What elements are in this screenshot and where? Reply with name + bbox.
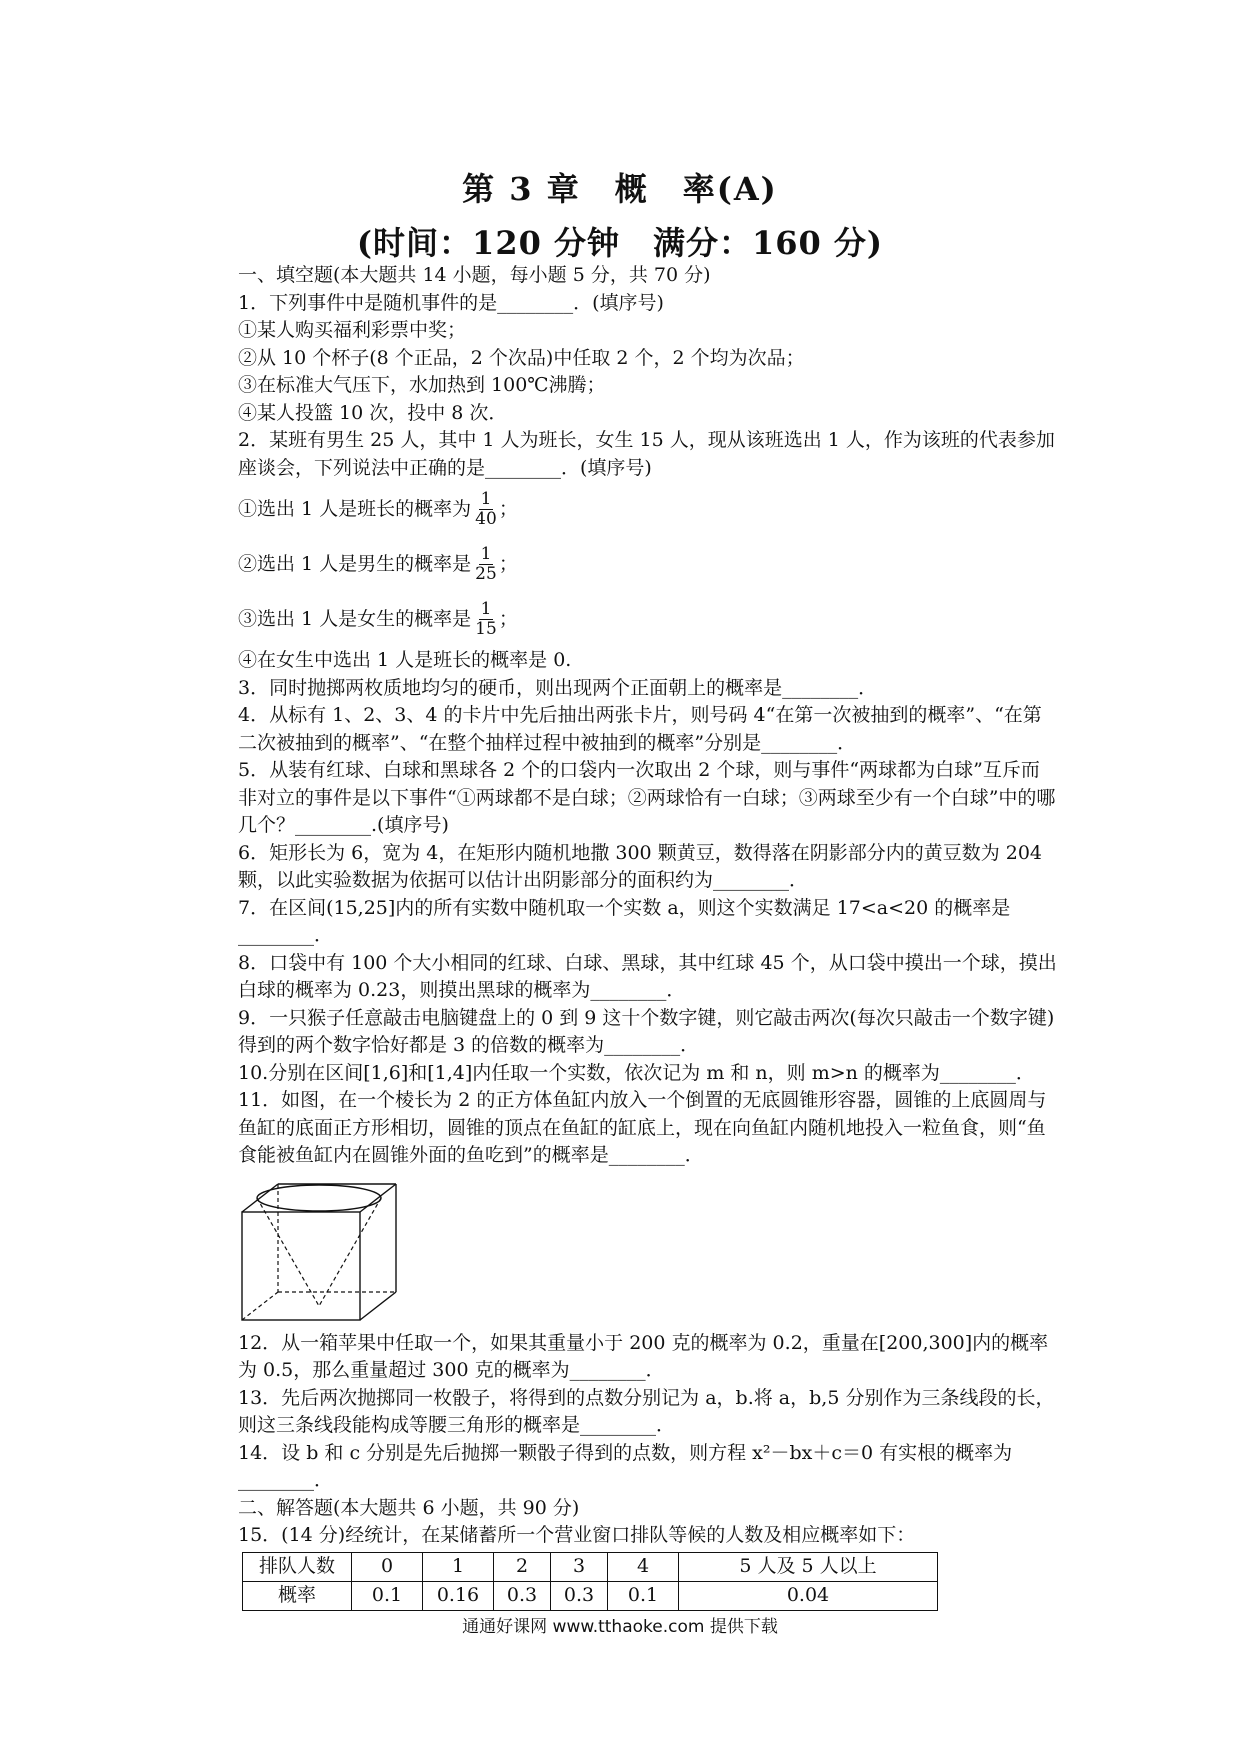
table-cell: 0.3 (551, 1581, 608, 1610)
q10: 10.分别在区间[1,6]和[1,4]内任取一个实数，依次记为 m 和 n，则 m>n 的概率为________． (238, 1061, 1035, 1084)
cone-generator (257, 1198, 319, 1306)
q2-option-1 (238, 482, 1058, 537)
table-cell: 0.1 (608, 1581, 679, 1610)
q1-option-2: ②从 10 个杯子(8 个正品，2 个次品)中任取 2 个，2 个均为次品； (238, 346, 805, 369)
q2-option-3-text: ③选出 1 人是女生的概率是 (238, 607, 472, 630)
cube-hidden-edge (242, 1292, 278, 1320)
q9: 9．一只猴子任意敲击电脑键盘上的 0 到 9 这十个数字键，则它敲击两次(每次只敲击一个数字键)得到的两个数字恰好都是 3 的倍数的概率为________． (238, 1006, 1055, 1056)
q2-option-2-text: ②选出 1 人是男生的概率是 (238, 552, 472, 575)
q8: 8．口袋中有 100 个大小相同的红球、白球、黑球，其中红球 45 个，从口袋中摸出一个球，摸出白球的概率为 0.23，则摸出黑球的概率为________． (238, 951, 1057, 1001)
table-cell: 4 (608, 1552, 679, 1581)
cube-cone-diagram (238, 1176, 438, 1326)
q5: 5．从装有红球、白球和黑球各 2 个的口袋内一次取出 2 个球，则与事件“两球都为白球”互斥而非对立的事件是以下事件“①两球都不是白球；②两球恰有一白球；③两球至少有一个白球”中的哪几个？________.(填序号) (238, 759, 1056, 836)
fraction-denominator: 25 (475, 564, 497, 584)
table-cell: 概率 (243, 1581, 352, 1610)
fraction-numerator: 1 (480, 489, 492, 509)
semicolon: ； (498, 497, 518, 520)
q11: 11．如图，在一个棱长为 2 的正方体鱼缸内放入一个倒置的无底圆锥形容器，圆锥的上底圆周与鱼缸的底面正方形相切，圆锥的顶点在鱼缸的缸底上，现在向鱼缸内随机地投入一粒鱼食，则“鱼食能被鱼缸内在圆锥外面的鱼吃到”的概率是________． (238, 1089, 1047, 1166)
cube-edge (360, 1292, 396, 1320)
q2-option-4: ④在女生中选出 1 人是班长的概率是 0. (238, 649, 572, 671)
table-cell: 0.16 (423, 1581, 494, 1610)
fraction-denominator: 15 (475, 619, 497, 639)
section1-heading: 一、填空题(本大题共 14 小题，每小题 5 分，共 70 分) (238, 264, 711, 286)
fraction (473, 545, 499, 584)
page-subtitle: (时间：120 分钟 满分：160 分) (356, 224, 884, 262)
cube-edge (360, 1184, 396, 1212)
section2-heading: 二、解答题(本大题共 6 小题，共 90 分) (238, 1496, 580, 1519)
q12: 12．从一箱苹果中任取一个，如果其重量小于 200 克的概率为 0.2，重量在[200,300]内的概率为 0.5，那么重量超过 300 克的概率为________． (238, 1331, 1049, 1381)
fraction-denominator: 40 (475, 509, 497, 529)
page-title: 第 3 章 概 率(A) (462, 170, 778, 208)
q1-option-3: ③在标准大气压下，水加热到 100℃沸腾； (238, 374, 606, 396)
semicolon: ； (498, 607, 518, 630)
fraction (473, 490, 499, 529)
page-footer: 通通好课网 www.tthaoke.com 提供下载 (462, 1617, 778, 1637)
q15: 15．(14 分)经统计，在某储蓄所一个营业窗口排队等候的人数及相应概率如下： (238, 1524, 916, 1546)
table-cell: 0.3 (494, 1581, 551, 1610)
q2-option-2 (238, 537, 1058, 592)
cone-base-ellipse (257, 1185, 381, 1211)
fraction-numerator: 1 (480, 544, 492, 564)
table-cell: 1 (423, 1552, 494, 1581)
table-row (243, 1581, 938, 1610)
table-row (243, 1552, 938, 1581)
q14: 14．设 b 和 c 分别是先后抛掷一颗骰子得到的点数，则方程 x²－bx＋c＝0 有实根的概率为________． (238, 1441, 1013, 1491)
cube-edge (242, 1184, 278, 1212)
table-cell: 排队人数 (243, 1552, 352, 1581)
q1-option-1: ①某人购买福利彩票中奖； (238, 319, 467, 341)
q2-stem: 2．某班有男生 25 人，其中 1 人为班长，女生 15 人，现从该班选出 1 人，作为该班的代表参加座谈会，下列说法中正确的是________．(填序号) (238, 429, 1055, 479)
exam-content (238, 262, 1058, 1611)
q1-option-4: ④某人投篮 10 次，投中 8 次． (238, 401, 508, 424)
q2-option-1-text: ①选出 1 人是班长的概率为 (238, 497, 472, 520)
q3: 3．同时抛掷两枚质地均匀的硬币，则出现两个正面朝上的概率是________． (238, 676, 878, 699)
table-cell: 0.1 (352, 1581, 423, 1610)
table-cell: 0 (352, 1552, 423, 1581)
q13: 13．先后两次抛掷同一枚骰子，将得到的点数分别记为 a，b.将 a，b,5 分别作为三条线段的长，则这三条线段能构成等腰三角形的概率是________． (238, 1386, 1055, 1436)
q1-stem: 1．下列事件中是随机事件的是________．(填序号) (238, 291, 664, 314)
q7: 7．在区间(15,25]内的所有实数中随机取一个实数 a，则这个实数满足 17<a<20 的概率是________． (238, 896, 1011, 946)
semicolon: ； (498, 552, 518, 575)
table-cell: 0.04 (679, 1581, 938, 1610)
fraction (473, 600, 499, 639)
cone-generator (319, 1198, 381, 1306)
q6: 6．矩形长为 6，宽为 4，在矩形内随机地撒 300 颗黄豆，数得落在阴影部分内的黄豆数为 204 颗，以此实验数据为依据可以估计出阴影部分的面积约为________． (238, 841, 1042, 891)
probability-table (242, 1552, 938, 1611)
table-cell: 3 (551, 1552, 608, 1581)
table-cell: 2 (494, 1552, 551, 1581)
q2-option-3 (238, 592, 1058, 647)
fraction-numerator: 1 (480, 599, 492, 619)
cube-cone-figure (238, 1176, 1058, 1326)
q4: 4．从标有 1、2、3、4 的卡片中先后抽出两张卡片，则号码 4“在第一次被抽到的概率”、“在第二次被抽到的概率”、“在整个抽样过程中被抽到的概率”分别是________． (238, 704, 1042, 754)
table-cell: 5 人及 5 人以上 (679, 1552, 938, 1581)
